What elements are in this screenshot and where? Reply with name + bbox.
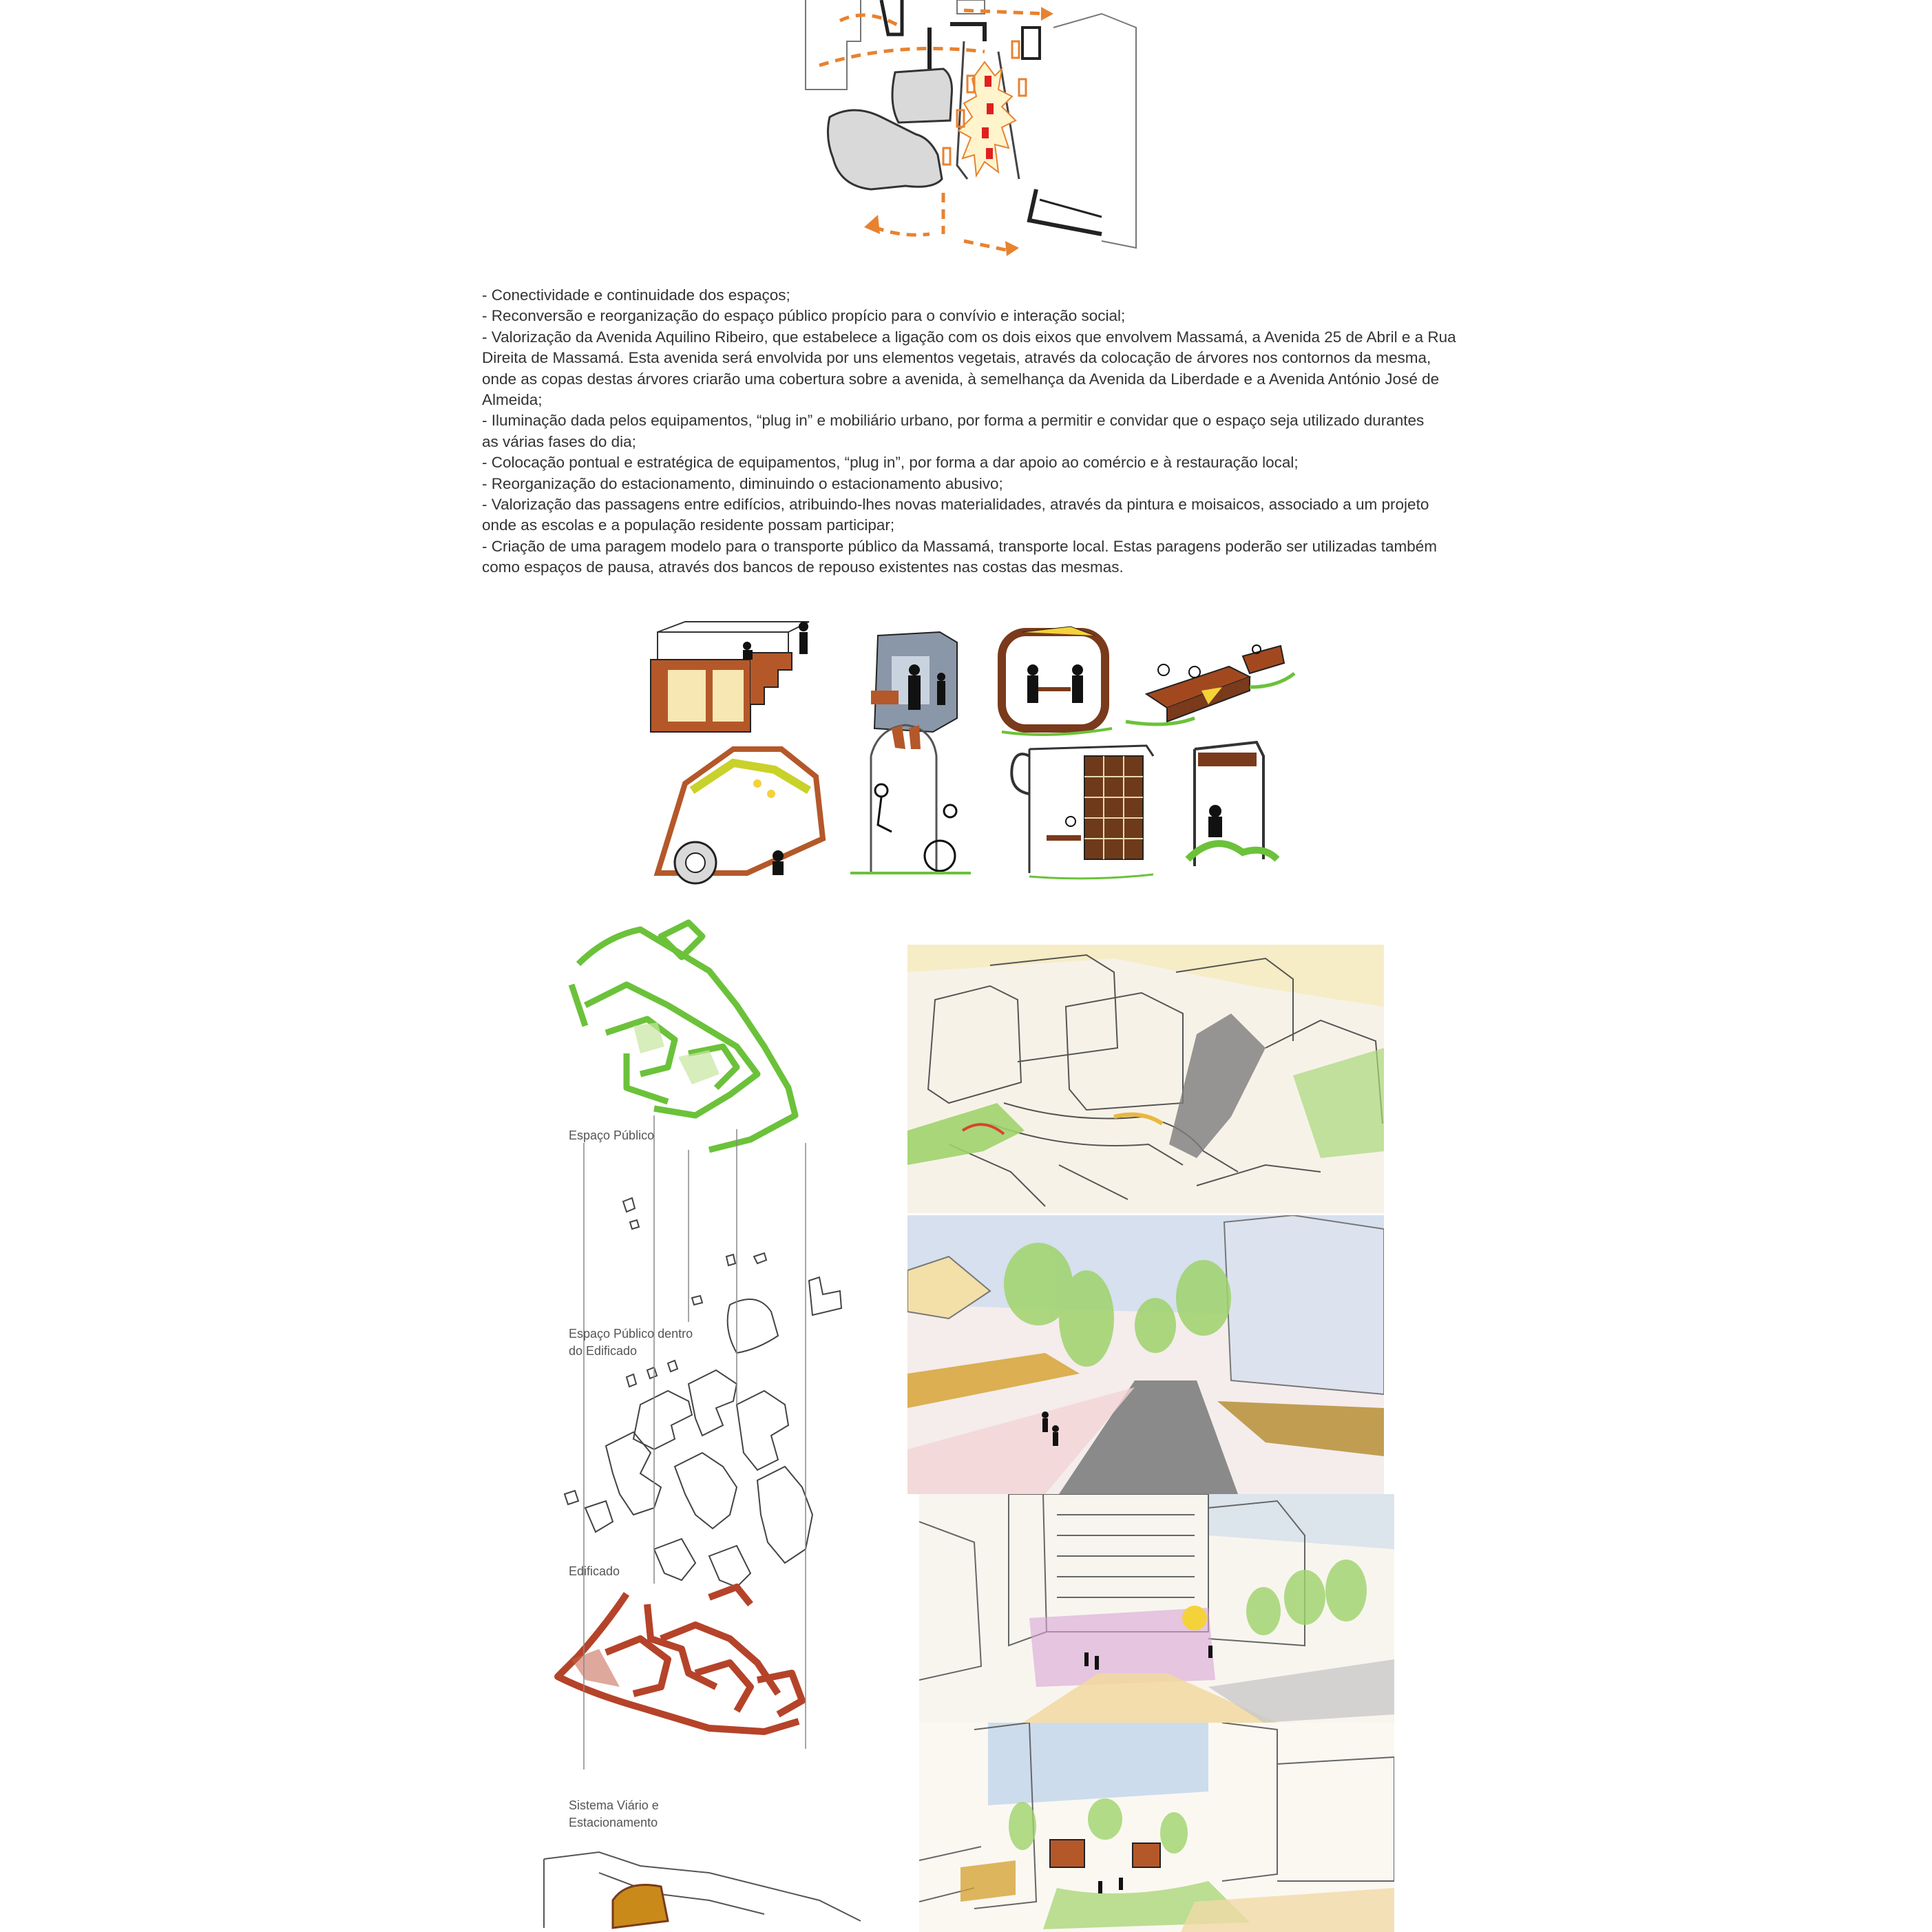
axonometric-layers xyxy=(530,909,888,1932)
module-pergola xyxy=(1188,742,1277,866)
intro-line: - Valorização das passagens entre edifícios, atribuindo-lhes novas materialidades, através da pintura e moisaicos, associado a um projeto xyxy=(482,496,1429,514)
label-public-space xyxy=(569,1127,654,1144)
label-built xyxy=(569,1563,620,1580)
label-roads-line2: Estacionamento xyxy=(569,1816,658,1829)
perspective-avenue xyxy=(907,1215,1384,1494)
layer-bottom-sketch xyxy=(544,1852,861,1928)
intro-line: - Criação de uma paragem modelo para o transporte público da Massamá, transporte local. Estas paragens poderão ser utilizadas também xyxy=(482,537,1437,555)
intro-line: - Conectividade e continuidade dos espaços; xyxy=(482,286,790,304)
intro-line: - Colocação pontual e estratégica de equipamentos, “plug in”, por forma a dar apoio ao comércio e à restauração local; xyxy=(482,454,1299,472)
intro-line: como espaços de pausa, através dos bancos de repouso existentes nas costas das mesmas. xyxy=(482,558,1124,576)
perspective-passage xyxy=(919,1494,1394,1723)
perspective-aerial xyxy=(907,945,1384,1213)
intro-line: - Reorganização do estacionamento, diminuindo o estacionamento abusivo; xyxy=(482,474,1003,492)
label-roads-line1: Sistema Viário e xyxy=(569,1798,659,1812)
module-swing xyxy=(850,725,971,873)
label-public-inside-line2: do Edificado xyxy=(569,1344,638,1358)
module-capsule xyxy=(1002,627,1112,735)
module-bench xyxy=(1126,645,1294,724)
intro-line: - Reconversão e reorganização do espaço público propício para o convívio e interação social; xyxy=(482,307,1126,325)
layer-built xyxy=(565,1361,812,1587)
module-kiosk-stairs xyxy=(651,622,809,732)
intro-text-block xyxy=(482,285,1460,578)
label-public-inside xyxy=(569,1325,693,1360)
module-bus-stop xyxy=(1011,746,1153,879)
module-angular-kiosk xyxy=(658,749,823,883)
label-public-inside-line1: Espaço Público dentro xyxy=(569,1327,693,1341)
intro-line: onde as copas destas árvores criarão uma cobertura sobre a avenida, à semelhança da Avenida da Liberdade e a Avenida António José de xyxy=(482,370,1440,388)
intro-line: - Iluminação dada pelos equipamentos, “plug in” e mobiliário urbano, por forma a permitir e convidar que o espaço seja utilizado durantes xyxy=(482,412,1425,430)
intro-line: as várias fases do dia; xyxy=(482,432,636,450)
intro-line: Almeida; xyxy=(482,391,543,409)
intro-line: - Valorização da Avenida Aquilino Ribeiro, que estabelece a ligação com os dois eixos que envolvem Massamá, a Avenida 25 de Abril e a Rua xyxy=(482,328,1456,346)
perspective-bus-stop xyxy=(919,1723,1394,1932)
module-booth xyxy=(871,632,957,732)
site-plan-sketch xyxy=(757,0,1170,275)
label-built-text: Edificado xyxy=(569,1564,620,1578)
plug-in-modules-sketches xyxy=(644,584,1298,907)
intro-line: onde as escolas e a população residente possam participar; xyxy=(482,516,895,534)
label-roads xyxy=(569,1797,659,1831)
layer-public-space xyxy=(571,923,795,1150)
intro-line: Direita de Massamá. Esta avenida será envolvida por uns elementos vegetais, através da colocação de árvores nos contornos da mesma, xyxy=(482,349,1431,367)
label-public-space-text: Espaço Público xyxy=(569,1128,655,1142)
